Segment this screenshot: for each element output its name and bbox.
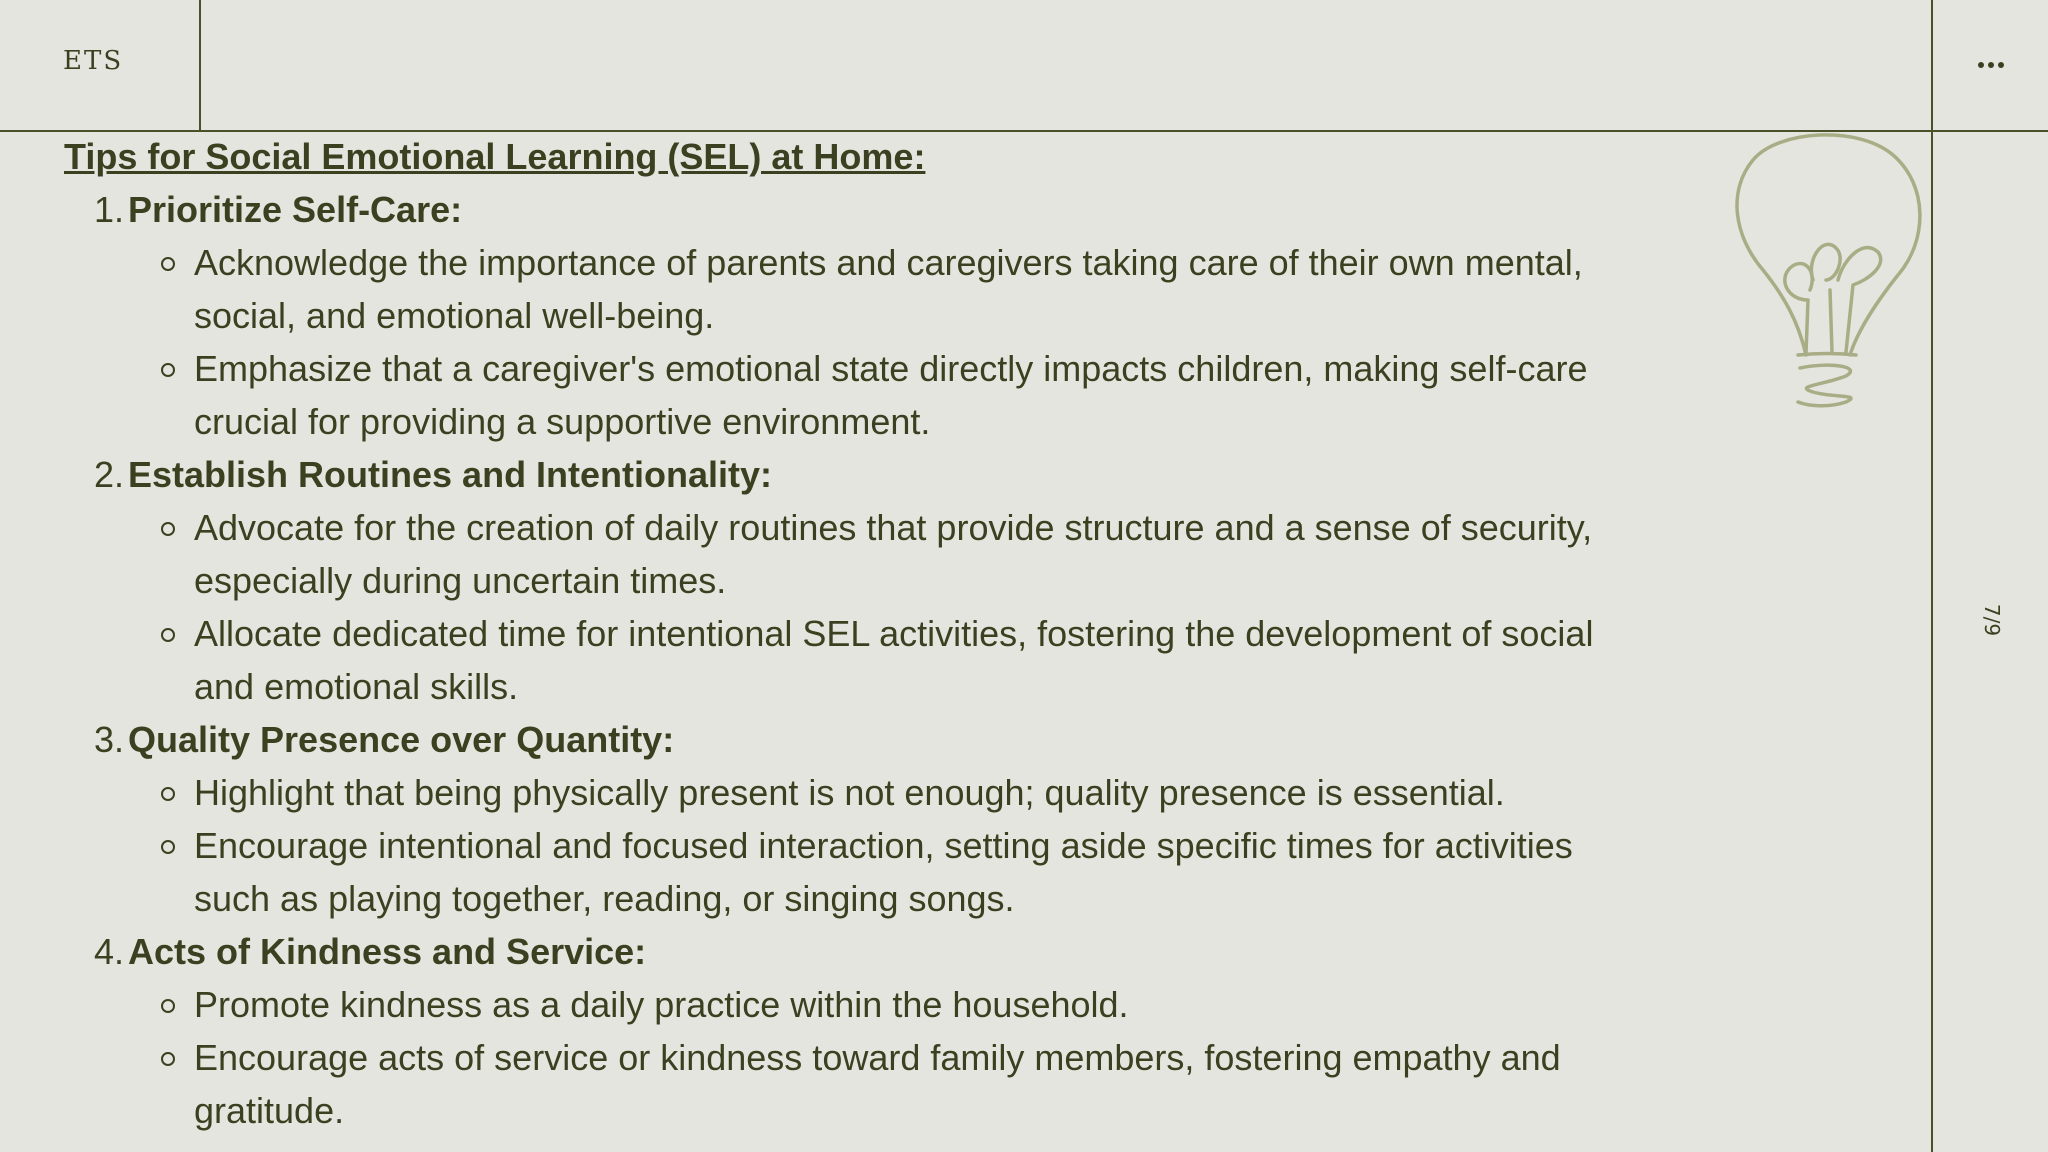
brand-divider xyxy=(199,0,201,132)
tip-title xyxy=(64,183,1604,236)
tip-item xyxy=(64,183,1604,448)
slide-heading: Tips for Social Emotional Learning (SEL) at Home: xyxy=(64,136,926,177)
tip-item xyxy=(64,925,1604,1137)
tip-number: 2. xyxy=(94,454,125,495)
tip-bullet: Advocate for the creation of daily routines that provide structure and a sense of security, especially during uncertain times. xyxy=(64,501,1604,607)
tip-item xyxy=(64,713,1604,925)
tip-number: 3. xyxy=(94,719,125,760)
tip-title xyxy=(64,925,1604,978)
tip-bullet: Allocate dedicated time for intentional SEL activities, fostering the development of social and emotional skills. xyxy=(64,607,1604,713)
tip-title-text: Quality Presence over Quantity: xyxy=(128,719,675,760)
tip-title xyxy=(64,713,1604,766)
tip-number: 4. xyxy=(94,931,125,972)
tip-bullet: Encourage intentional and focused interaction, setting aside specific times for activities such as playing together, reading, or singing songs. xyxy=(64,819,1604,925)
tip-title-text: Prioritize Self-Care: xyxy=(128,189,463,230)
tip-title xyxy=(64,448,1604,501)
tip-bullet: Promote kindness as a daily practice within the household. xyxy=(64,978,1604,1031)
tip-title-text: Establish Routines and Intentionality: xyxy=(128,454,773,495)
tip-bullet: Highlight that being physically present is not enough; quality presence is essential. xyxy=(64,766,1604,819)
tip-title-text: Acts of Kindness and Service: xyxy=(128,931,647,972)
tip-bullet: Acknowledge the importance of parents and caregivers taking care of their own mental, social, and emotional well-being. xyxy=(64,236,1604,342)
lightbulb-icon xyxy=(1728,130,1928,420)
more-options-button[interactable] xyxy=(1974,48,2008,82)
slide-content xyxy=(64,130,1604,1137)
more-horizontal-icon xyxy=(1978,62,1984,68)
tip-bullet: Emphasize that a caregiver's emotional state directly impacts children, making self-care crucial for providing a supportive environment. xyxy=(64,342,1604,448)
sidebar-divider xyxy=(1931,0,1933,1152)
brand-logo[interactable]: ETS xyxy=(63,46,124,76)
tip-item xyxy=(64,448,1604,713)
tip-bullet: Encourage acts of service or kindness toward family members, fostering empathy and gratitude. xyxy=(64,1031,1604,1137)
tip-number: 1. xyxy=(94,189,125,230)
page-number: 7/9 xyxy=(1980,603,2004,637)
